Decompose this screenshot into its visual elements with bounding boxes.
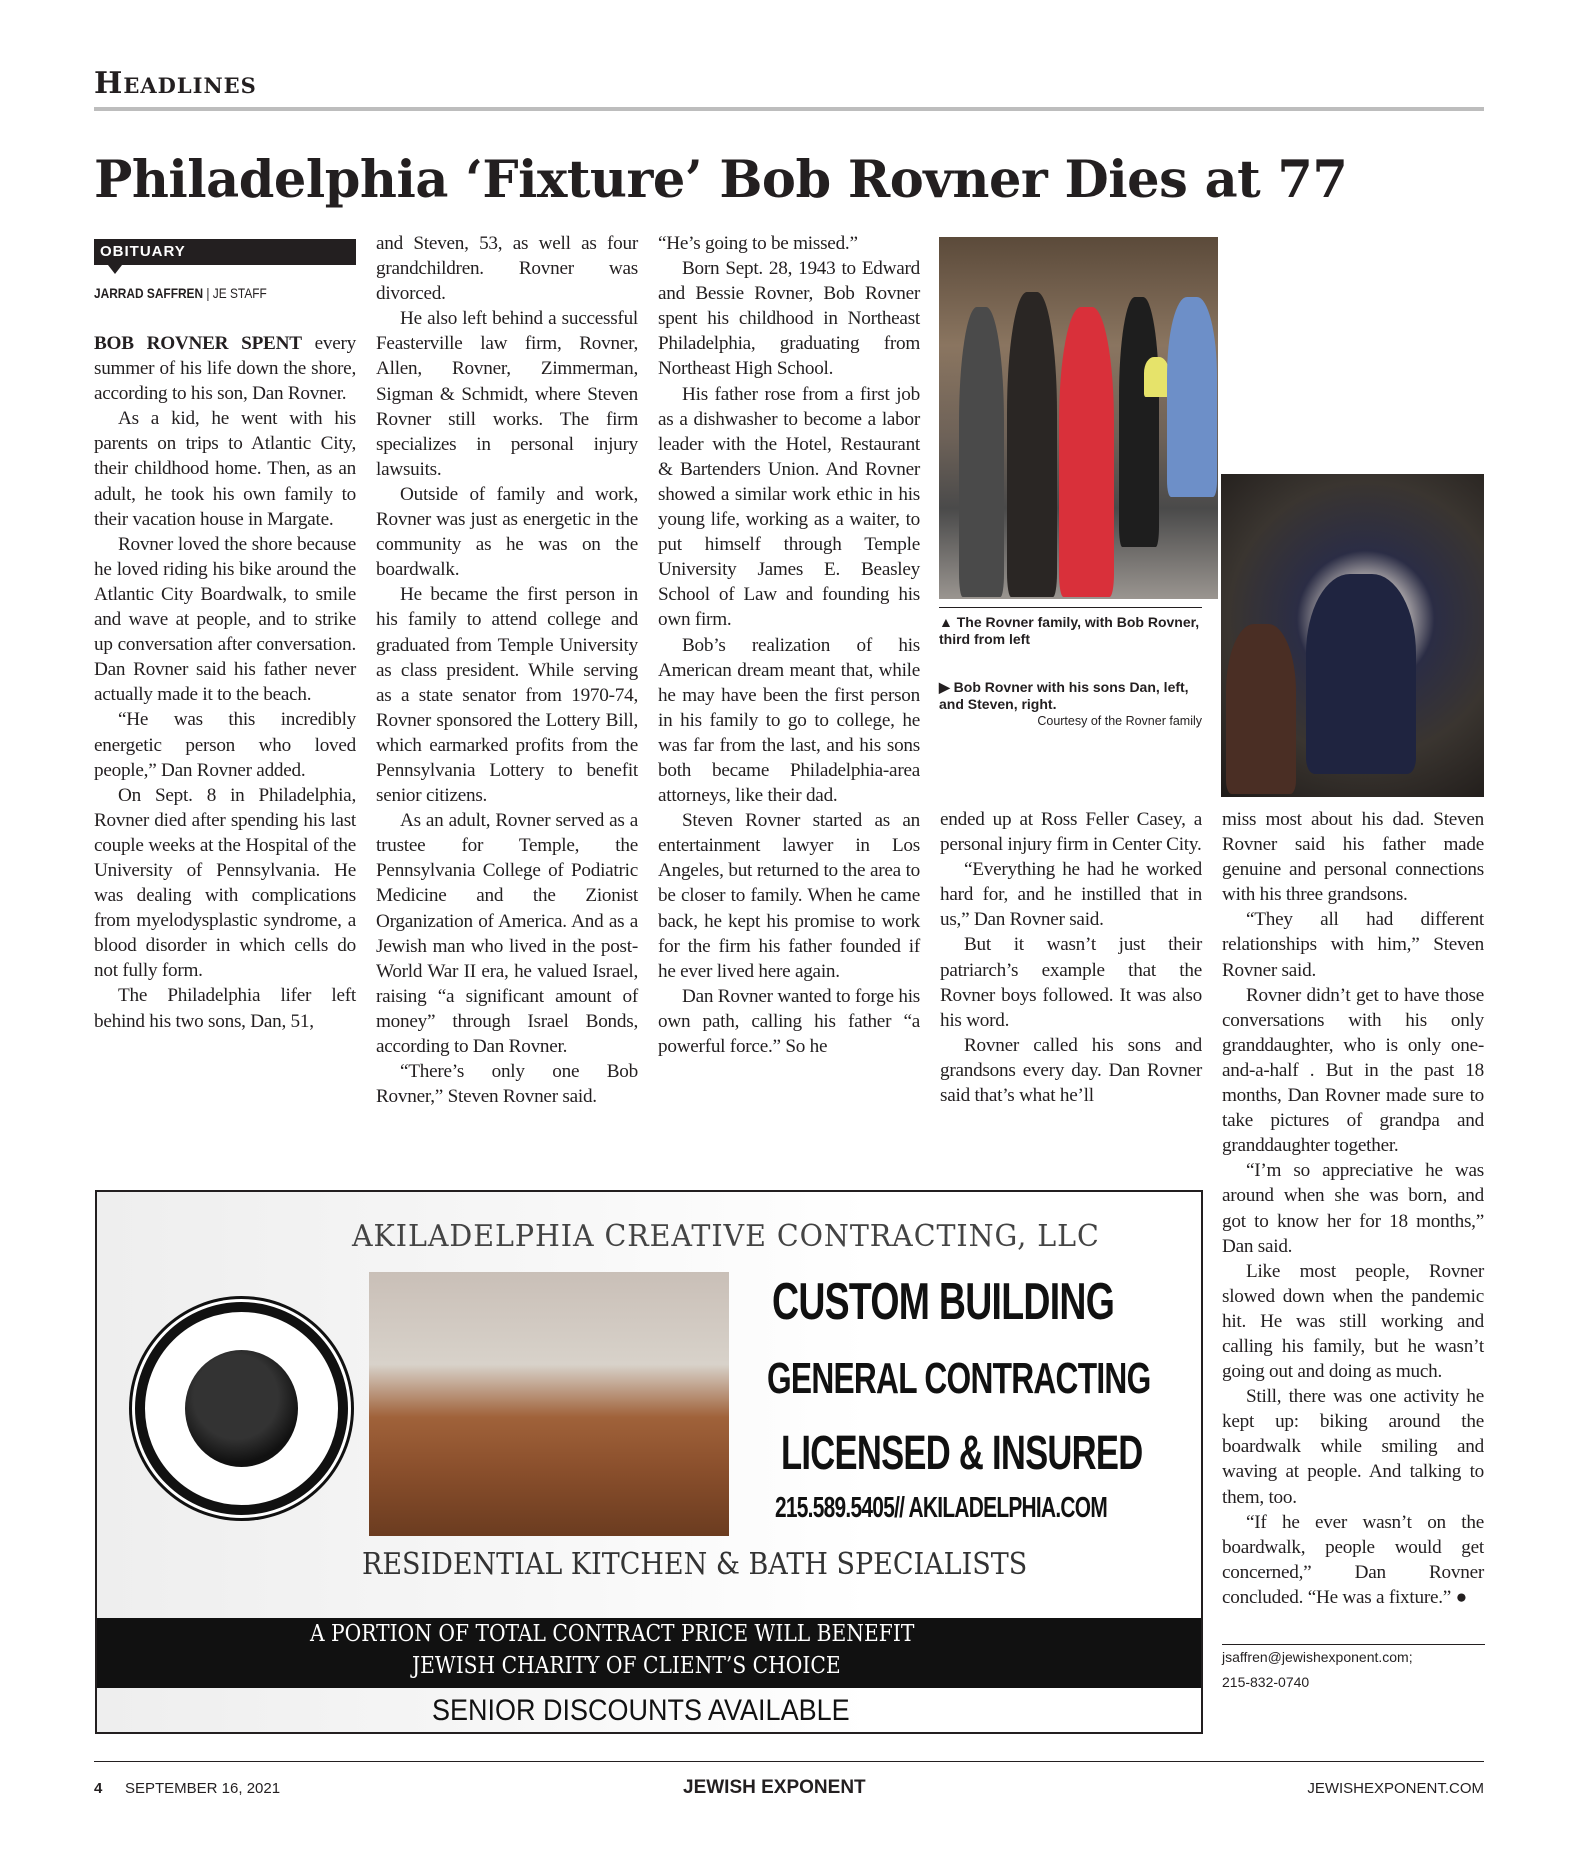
ad-headline-custom-building: CUSTOM BUILDING [772, 1273, 1115, 1331]
article-column-5 [1222, 807, 1484, 1695]
article-paragraph: “He was this incredibly energetic person who loved people,” Dan Rovner added. [94, 709, 356, 781]
article-paragraph: “There’s only one Bob Rovner,” Steven Rovner said. [376, 1061, 638, 1108]
article-paragraph: Born Sept. 28, 1943 to Edward and Bessie Rovner, Bob Rovner spent his childhood in Northeast Philadelphia, graduating from Northeast High School. [658, 258, 920, 380]
footer-rule [94, 1761, 1484, 1762]
sons-birthday-photo [1221, 474, 1484, 797]
page-number: 4 [94, 1780, 103, 1797]
article-paragraph: Rovner didn’t get to have those conversations with his only granddaughter, who is only one-and-a-half . But in the past 18 months, Dan Rovner made sure to take pictures of grandpa and granddaughter together. [1222, 984, 1484, 1157]
article-paragraph: As a kid, he went with his parents on trips to Atlantic City, their childhood home. Then, as an adult, he took his own family to their vacation house in Margate. [94, 408, 356, 530]
author-role: JE STAFF [212, 285, 267, 301]
article-paragraph: “I’m so appreciative he was around when she was born, and got to know her for 18 months,” Dan said. [1222, 1160, 1484, 1257]
ad-kitchen-photo [369, 1272, 729, 1536]
publication-name: JEWISH EXPONENT [683, 1777, 866, 1798]
ad-company-name: AKILADELPHIA CREATIVE CONTRACTING, LLC [352, 1219, 1100, 1254]
tag-pointer [108, 265, 122, 274]
article-paragraph [94, 331, 356, 406]
column-5-body [1222, 807, 1484, 1610]
article-column-2 [376, 231, 638, 1109]
ad-headline-licensed: LICENSED & INSURED [781, 1427, 1143, 1480]
article-paragraph: Rovner loved the shore because he loved riding his bike around the Atlantic City Boardwalk, to smile and wave at people, and to strike up conversation after conversation. Dan Rovner said his father never actually made it to the beach. [94, 533, 356, 706]
article-paragraph: Outside of family and work, Rovner was just as energetic in the community as he was on the boardwalk. [376, 483, 638, 581]
author-name: JARRAD SAFFREN [94, 285, 204, 301]
article-paragraph: miss most about his dad. Steven Rovner said his father made genuine and personal connections with his three grandsons. [1222, 809, 1484, 906]
article-column-3 [658, 231, 920, 1059]
author-phone: 215-832-0740 [1222, 1674, 1310, 1690]
caption-rule [939, 607, 1202, 608]
article-paragraph: On Sept. 8 in Philadelphia, Rovner died after spending his last couple weeks at the Hospital of the University of Pennsylvania. He was dealing with complications from myelodysplastic syndrome, a blood disorder in which cells do not fully form. [94, 784, 356, 982]
photo-caption-sons: ▶ Bob Rovner with his sons Dan, left, and Steven, right. [939, 679, 1189, 712]
article-paragraph: “They all had different relationships with him,” Steven Rovner said. [1222, 909, 1484, 981]
article-paragraph: Like most people, Rovner slowed down when the pandemic hit. He was still working and calling his family, but he wasn’t going out and doing as much. [1222, 1260, 1484, 1383]
section-header: Headlines [94, 66, 257, 101]
article-paragraph: He also left behind a successful Feasterville law firm, Rovner, Allen, Rovner, Zimmerman, Sigman & Schmidt, where Steven Rovner still works. The firm specializes in personal injury lawsuits. [376, 308, 638, 480]
ad-headline-general-contracting: GENERAL CONTRACTING [767, 1354, 1151, 1403]
lead-in: BOB ROVNER SPENT [94, 333, 302, 354]
website: JEWISHEXPONENT.COM [1307, 1780, 1484, 1797]
article-paragraph: Dan Rovner wanted to forge his own path, calling his father “a powerful force.” So he [658, 985, 920, 1057]
ad-logo [135, 1302, 348, 1515]
article-paragraph: But it wasn’t just their patriarch’s example that the Rovner boys followed. It was also his word. [940, 934, 1202, 1031]
article-headline: Philadelphia ‘Fixture’ Bob Rovner Dies at 77 [94, 150, 1348, 210]
article-paragraph: Rovner called his sons and grandsons every day. Dan Rovner said that’s what he’ll [940, 1034, 1202, 1107]
author-email[interactable]: jsaffren@jewishexponent.com; [1222, 1649, 1413, 1665]
logo-bust-icon [185, 1350, 298, 1467]
article-paragraph: His father rose from a first job as a dishwasher to become a labor leader with the Hotel, Restaurant & Bartenders Union. And Rovner showed a similar work ethic in his young life, working as a waiter, to put himself through Temple University James E. Beasley School of Law and founding his own firm. [658, 383, 920, 631]
article-column-4 [940, 807, 1202, 1108]
article-paragraph: ended up at Ross Feller Casey, a personal injury firm in Center City. [940, 809, 1202, 856]
byline-sep: | [203, 285, 213, 301]
article-column-1 [94, 331, 356, 1034]
article-paragraph: Still, there was one activity he kept up: biking around the boardwalk while smiling and waving at people. And talking to them, too. [1222, 1386, 1484, 1508]
article-paragraph: Steven Rovner started as an entertainment lawyer in Los Angeles, but returned to the area to be closer to family. When he came back, he kept his promise to work for the firm his father founded if he ever lived here again. [658, 810, 920, 982]
ad-banner-line-2: JEWISH CHARITY OF CLIENT’S CHOICE [412, 1653, 841, 1679]
header-rule [94, 107, 1484, 111]
ad-contact: 215.589.5405// AKILADELPHIA.COM [775, 1492, 1107, 1524]
article-paragraph: Bob’s realization of his American dream meant that, while he may have been the first person in his family to go to college, he was far from the last, and his sons both became Philadelphia-area attorneys, like their dad. [658, 634, 920, 807]
photo-caption-family: ▲ The Rovner family, with Bob Rovner, third from left [939, 614, 1200, 647]
article-paragraph: “If he ever wasn’t on the boardwalk, people would get concerned,” Dan Rovner concluded. “He was a fixture.” ● [1222, 1511, 1484, 1608]
article-paragraph: “Everything he had he worked hard for, and he instilled that in us,” Dan Rovner said. [940, 859, 1202, 931]
ad-banner-line-1: A PORTION OF TOTAL CONTRACT PRICE WILL BENEFIT [310, 1621, 915, 1647]
lead-text: every summer of his life down the shore, according to his son, Dan Rovner. [94, 333, 356, 405]
article-paragraph: and Steven, 53, as well as four grandchildren. Rovner was divorced. [376, 233, 638, 305]
article-paragraph: “He’s going to be missed.” [658, 233, 858, 254]
obituary-tag: OBITUARY [94, 239, 356, 265]
article-paragraph: The Philadelphia lifer left behind his two sons, Dan, 51, [94, 985, 356, 1032]
ad-senior-discounts: SENIOR DISCOUNTS AVAILABLE [432, 1694, 850, 1727]
issue-date: SEPTEMBER 16, 2021 [125, 1780, 281, 1797]
ad-specialty: RESIDENTIAL KITCHEN & BATH SPECIALISTS [362, 1547, 1028, 1582]
family-photo [939, 237, 1218, 599]
byline [94, 285, 267, 301]
article-paragraph: As an adult, Rovner served as a trustee for Temple, the Pennsylvania College of Podiatric Medicine and the Zionist Organization of America. And as a Jewish man who lived in the post-World War II era, he valued Israel, raising “a significant amount of money” through Israel Bonds, according to Dan Rovner. [376, 810, 638, 1057]
article-paragraph: He became the first person in his family to attend college and graduated from Temple University as class president. While serving as a state senator from 1970-74, Rovner sponsored the Lottery Bill, which earmarked profits from the Pennsylvania Lottery to benefit senior citizens. [376, 584, 638, 807]
photo-credit: Courtesy of the Rovner family [1037, 714, 1202, 728]
advertisement[interactable] [95, 1190, 1203, 1734]
